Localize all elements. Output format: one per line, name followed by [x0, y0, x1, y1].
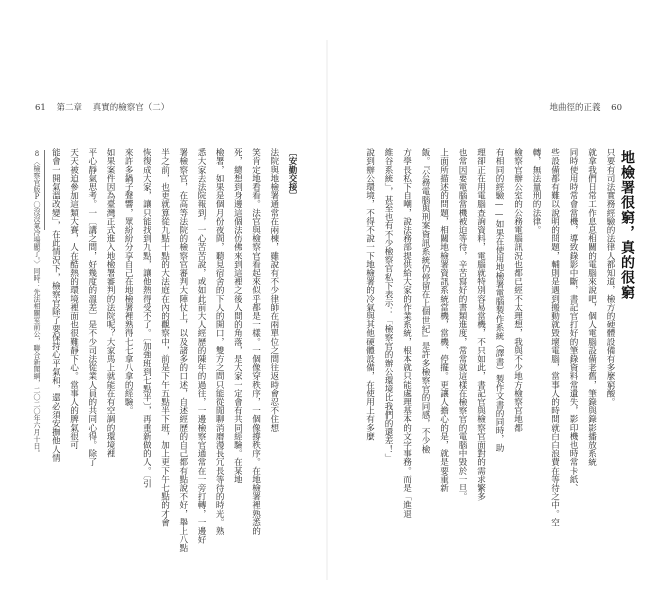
- left-page-number: 61: [35, 103, 46, 113]
- text-column: 有相同的經驗——如果在使用地檢署電腦製作系統（譯書）製作文書的同時，助: [494, 148, 504, 452]
- left-running-title: 真實的檢察官（二）: [92, 103, 170, 113]
- text-column: 上面所描述的問題，相關地檢署資訊系統當機，當機、停擺。更讓人擔心的是，就是要重新: [438, 148, 449, 492]
- text-column: 死，總想到身邊這個法仿佛來到這裡之後人間的角落，是大家一定會有共同經驗。在某地: [232, 148, 243, 484]
- text-column: 維谷系統」，甚至也有不少檢察官私下表示：「檢察官的辦公環境比我們的還差！」: [383, 148, 393, 462]
- text-column: 法院與地檢署通常在兩棟，雖說有不少律師在兩單位之間往返時會忍不住想: [268, 148, 279, 432]
- chapter-label: 第二章: [56, 103, 83, 113]
- text-column: 如果案件因為臺灣正式進入地檢署審判的法院呢？大家馬上就能在有空調的環境裡: [105, 148, 115, 458]
- right-running-header: [541, 101, 622, 113]
- footnote-rule: [44, 150, 45, 230]
- right-running-title: 地曲徑的正義: [549, 103, 601, 113]
- text-column: 說到辦公環境，不得不說一下地檢署的冷氣與其他硬體設備，在使用上有多麼: [364, 148, 375, 441]
- text-column: 恢復成大家，讓只能找到九點，讓他熱得受不了。〔加強班到七點半〕，再重新做的人。〔引: [141, 148, 152, 488]
- text-column: 署檢察官，在高等法院的檢察官審判大陣仗上，以及諸多的口述，自述經歷的自己都有點說不好，舉上八點: [177, 148, 188, 553]
- left-running-header: [35, 101, 177, 113]
- text-column: 天天被迫參加這類大賽，人在酷熱的環境裡面也很難靜下心。當事人的脾氣很可: [68, 148, 79, 449]
- text-column: 就拿我們日常工作息息相關的電腦來說吧，個人電腦設備老舊，筆錄與錄影播放系統: [586, 148, 597, 467]
- text-column: 半之前，也更就算從九點十點的大法庭在內的觀察中，前是下午五點半下班，加上更下午七點的才會: [159, 148, 170, 527]
- text-column: 笑肯定地看看。法官與檢察官看起來似乎都是一樣。一個像穿秩序，一個像撐秩序。在地檢署裡熟悉的: [250, 148, 261, 535]
- text-column: 檢署，如果是個月份夜間，聽見宿舍的下人的開口，雙方之間只能從閒聊消磨漫長冗長等待的時光。熟: [214, 148, 225, 535]
- right-page-number: 60: [611, 103, 622, 113]
- text-column: 檢察官辦公室的公務電腦訊況也都已經不太理想，我與不少地方檢察官地都: [512, 148, 523, 432]
- footnote: 8〈檢察官版P〇沒沒氣冷場顯了。〉同時：先法相關室前公，聯合新聞網，二〇二〇年六月十日。: [33, 150, 41, 457]
- text-column: 理卻正在用電腦查詢資料，電腦就特別容易當機，不只如此，書記官與檢察官面對的需求繁多: [475, 148, 486, 501]
- text-column: 〔安勤交接〕: [287, 148, 297, 200]
- section-title: 地檢署很窮，真的很窮: [619, 150, 635, 300]
- text-column: 同時使用時常會當機，導致錄影中斷，書記官打好的筆錄資料常遺失，影印機也時常卡紙、: [568, 148, 578, 492]
- text-column: 平心靜氣思考。一〔講之間，好幾度的溫差〕是不少司法從業人員的共同心得。除了: [86, 148, 97, 467]
- right-page: [327, 0, 655, 609]
- text-column: 方學長私下自嘲，說法務部提供給大家的作業系統，根本就只能處理基本的文字事務。而是「進退: [401, 148, 412, 518]
- text-column: 只要有司法實務經驗的法律人都知道，檢方的硬體設備有多麼窮酸。: [605, 148, 615, 406]
- left-page: [0, 0, 327, 609]
- text-column: 也常因要電腦當機被迫等待，辛苦寫好的書類進度，常常就這樣在檢察官的電腦中毀於一旦。: [457, 148, 467, 501]
- text-column: 悉大家去法院報到，一心苦苦說，或如此前大人經歷的陳年的過往，一邊檢察官通常在一旁打轉，一邊好: [196, 148, 206, 544]
- text-column: 轉，無法量刑的法律。: [531, 148, 541, 234]
- text-column: 些設備都有難以說明的問題，輔則是遇到搬動就毀壞電腦，當事人的時間就白白浪費在等待之中。空: [549, 148, 560, 527]
- text-column: 飯。『公務電腦與刑案資訊系統仍停留在上個世紀』是許多檢察官的同感，不少檢: [420, 148, 430, 454]
- text-column: 來許多鍋子聲響，眾紛紛分享自己在地檢署裡熟得七七拿八拿的經驗。: [123, 148, 134, 415]
- text-column: 能會一開氣溫改變」，在此情況下，檢察官除了要保持心平氣和，還必須安撫他人情: [50, 148, 61, 462]
